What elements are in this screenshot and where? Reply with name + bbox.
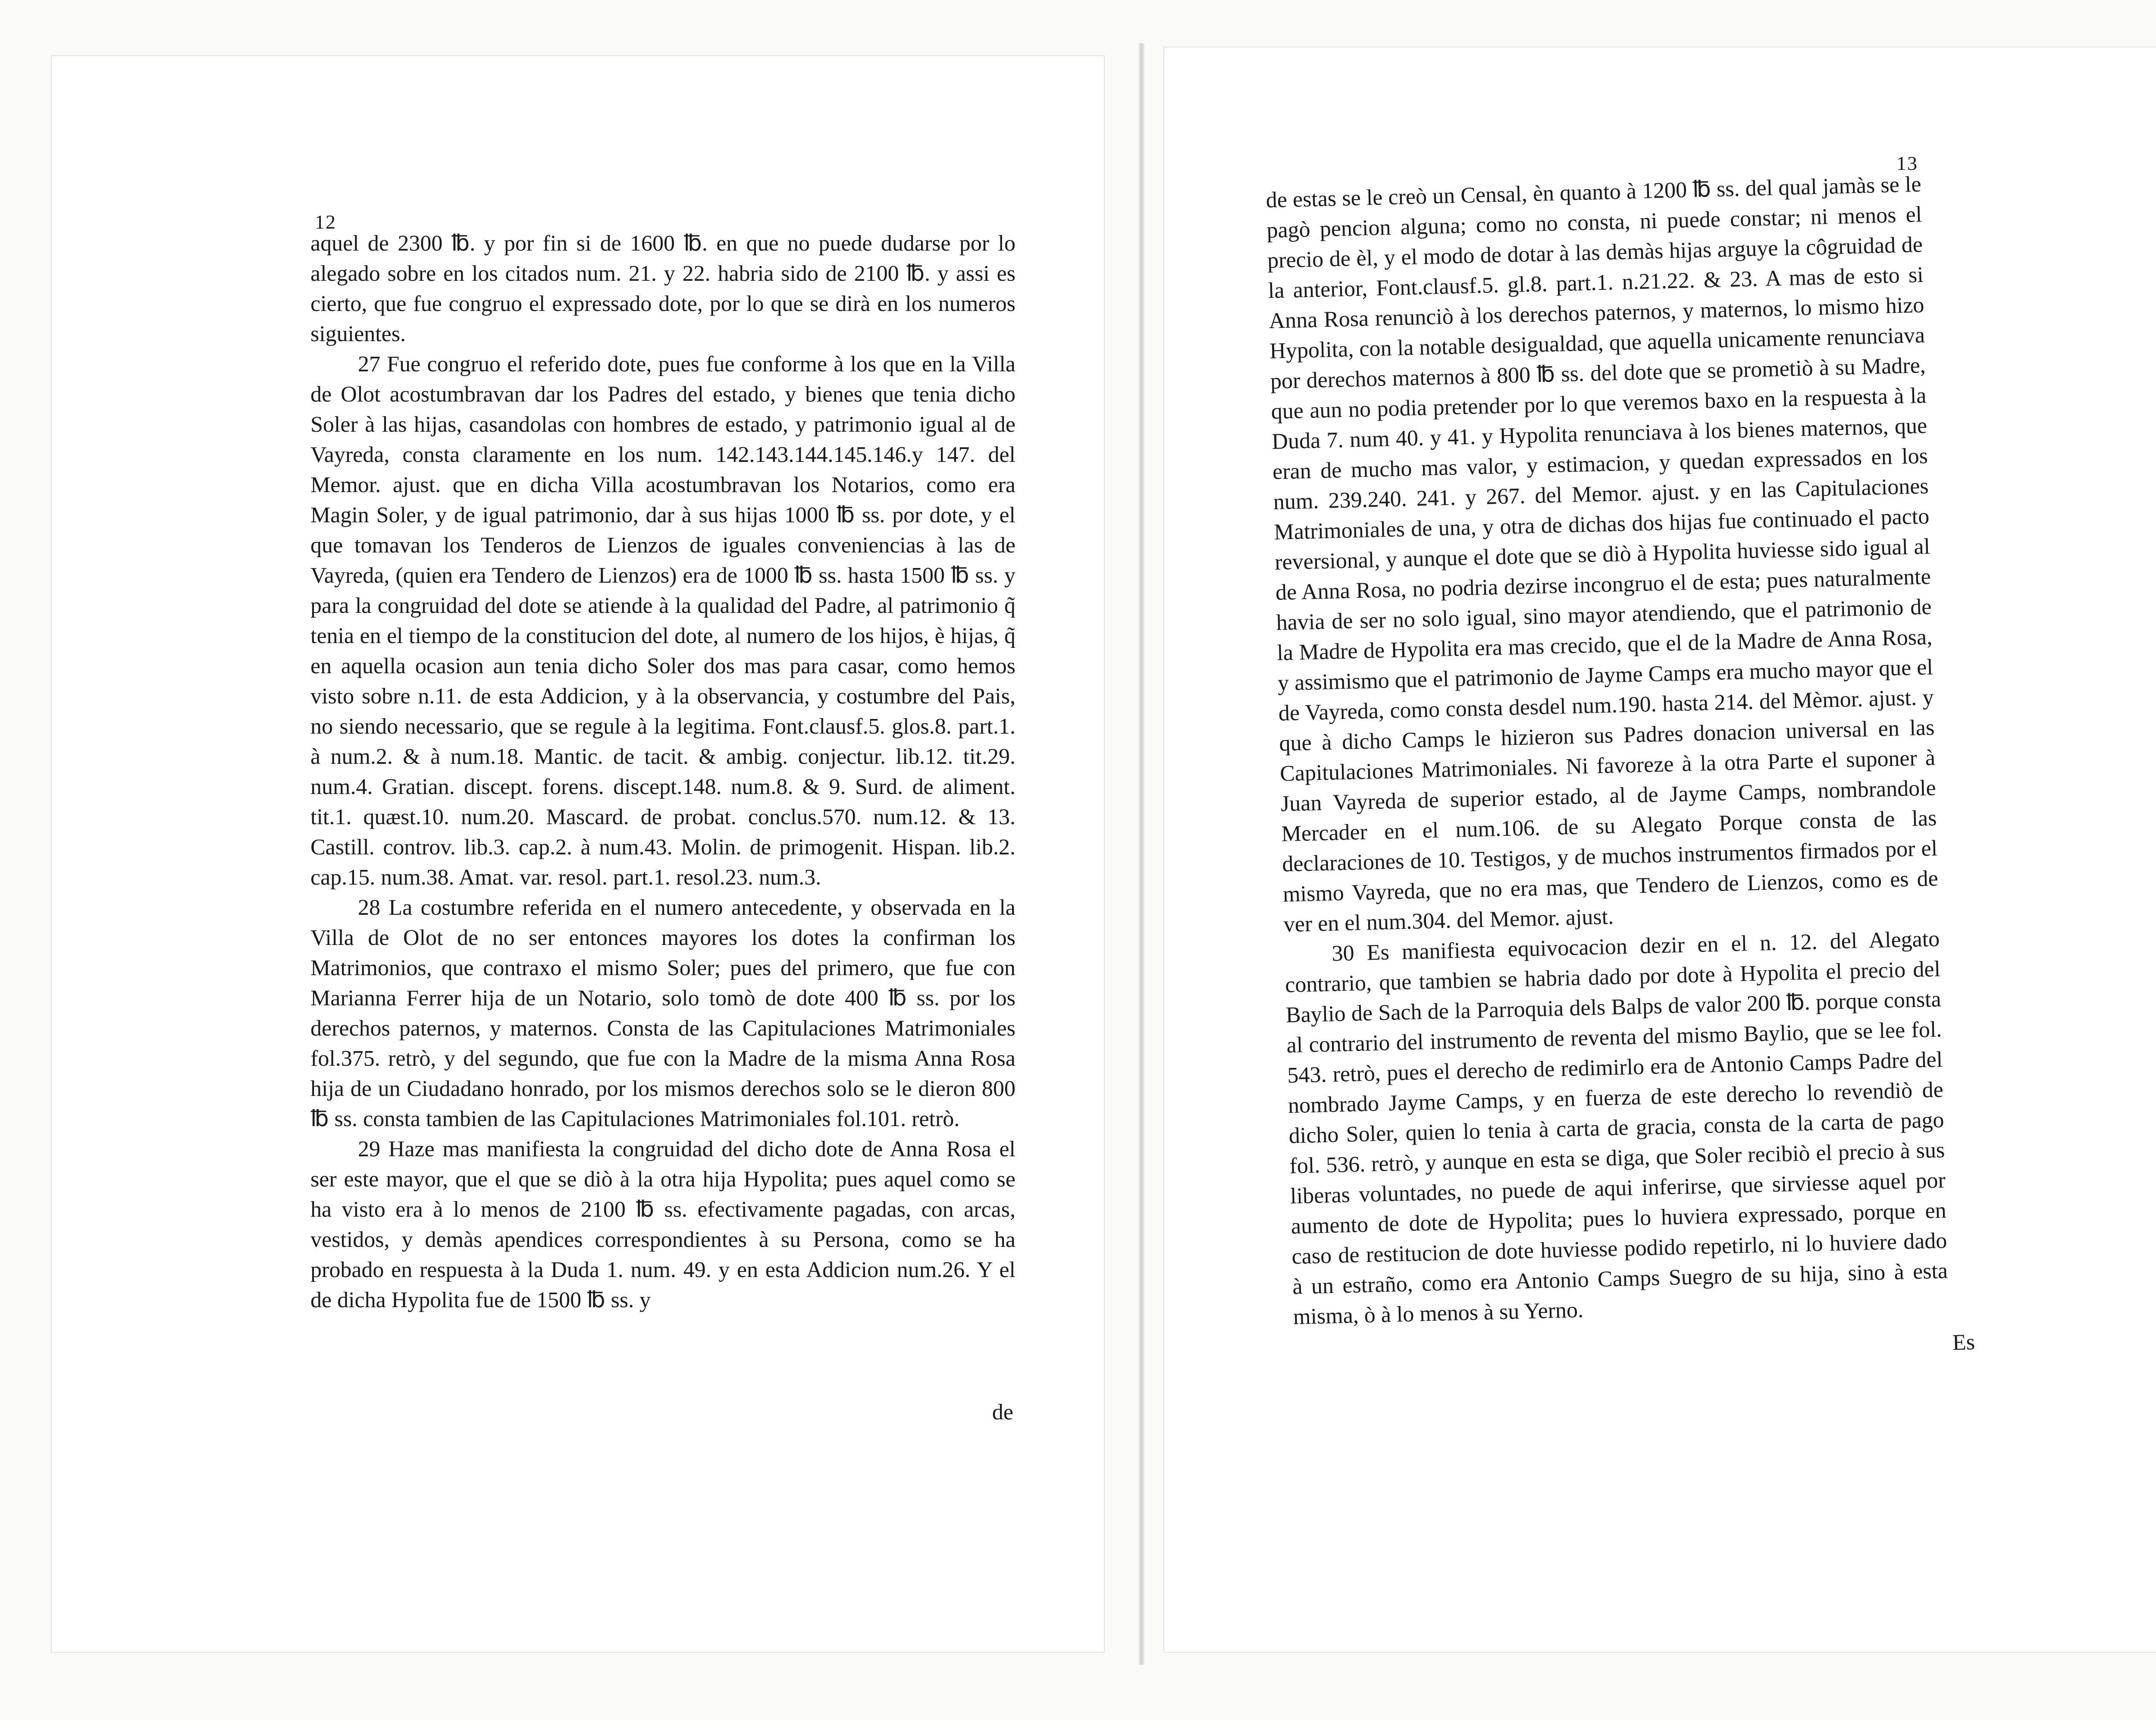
book-gutter — [1138, 43, 1144, 1665]
left-paragraph-27: 27 Fue congruo el referido dote, pues fue conforme à los que en la Villa de Olot acostumbravan dar los Padres del estado, y bienes que tenia dicho Soler à las hijas, casandolas con hombres de estado, y patrimonio igual al de Vayreda, consta claramente en los num. 142.143.144.145.146.y 147. del Memor. ajust. que en dicha Villa acostumbravan los Notarios, como era Magin Soler, y de igual patrimonio, dar à sus hijas 1000 ℔ ss. por dote, y el que tomavan los Tenderos de Lienzos de iguales conveniencias à las de Vayreda, (quien era Tendero de Lienzos) era de 1000 ℔ ss. hasta 1500 ℔ ss. y para la congruidad del dote se atiende à la qualidad del Padre, al patrimonio q̃ tenia en el tiempo de la constitucion del dote, al numero de los hijos, è hijas, q̃ en aquella ocasion aun tenia dicho Soler dos mas para casar, como hemos visto sobre n.11. de esta Addicion, y à la observancia, y costumbre del Pais, no siendo necessario, que se regule à la legitima. Font.clausf.5. glos.8. part.1. à num.2. & à num.18. Mantic. de tacit. & ambig. conjectur. lib.12. tit.29. num.4. Gratian. discept. forens. discept.148. num.8. & 9. Surd. de aliment. tit.1. quæst.10. num.20. Mascard. de probat. conclus.570. num.12. & 13. Castill. controv. lib.3. cap.2. à num.43. Molin. de primogenit. Hispan. lib.2. cap.15. num.38. Amat. var. resol. part.1. resol.23. num.3. — [310, 352, 1015, 890]
right-paragraph-30: 30 Es manifiesta equivocacion dezir en el n. 12. del Alegato contrario, que tambien se habria dado por dote à Hypolita el precio del Baylio de Sach de la Parroquia dels Balps de valor 200 ℔. porque consta al contrario del instrumento de reventa del mismo Baylio, que se lee fol. 543. retrò, pues el derecho de redimirlo era de Antonio Camps Padre del nombrado Jayme Camps, y en fuerza de este derecho lo revendiò de dicho Soler, quien lo tenia à carta de gracia, consta de la carta de pago fol. 536. retrò, y aunque en esta se diga, que Soler recibiò el precio à sus liberas voluntades, no puede de aqui inferirse, que sirviesse aquel por aumento de dote de Hypolita; pues lo huviera expressado, porque en caso de restitucion de dote huviesse podido repetirlo, ni lo huviere dado à un estraño, como era Antonio Camps Suegro de su hija, sino à esta misma, ò à lo menos à su Yerno. — [1285, 926, 1948, 1330]
right-page-text — [1266, 169, 1949, 1332]
left-paragraph-continuation: aquel de 2300 ℔. y por fin si de 1600 ℔. en que no puede dudarse por lo alegado sobre en los citados num. 21. y 22. habria sido de 2100 ℔. y assi es cierto, que fue congruo el expressado dote, por lo que se dirà en los numeros siguientes. — [310, 231, 1015, 346]
right-paragraph-continuation: de estas se le creò un Censal, èn quanto à 1200 ℔ ss. del qual jamàs se le pagò pencion alguna; como no consta, ni puede constar; ni menos el precio de èl, y el modo de dotar à las demàs hijas arguye la côgruidad de la anterior, Font.clausf.5. gl.8. part.1. n.21.22. & 23. A mas de esto si Anna Rosa renunciò à los derechos paternos, y maternos, lo mismo hizo Hypolita, con la notable desigualdad, que aquella unicamente renunciava por derechos maternos à 800 ℔ ss. del dote que se prometiò à su Madre, que aun no podia pretender por lo que veremos baxo en la respuesta à la Duda 7. num 40. y 41. y Hypolita renunciava à los bienes maternos, que eran de mucho mas valor, y estimacion, y quedan expressados en los num. 239.240. 241. y 267. del Memor. ajust. y en las Capitulaciones Matrimoniales de una, y otra de dichas dos hijas fue continuado el pacto reversional, y aunque el dote que se diò à Hypolita huviesse sido igual al de Anna Rosa, no podria dezirse incongruo el de esta; pues naturalmente havia de ser no solo igual, sino mayor atendiendo, que el patrimonio de la Madre de Hypolita era mas crecido, que el de la Madre de Anna Rosa, y assimismo que el patrimonio de Jayme Camps era mucho mayor que el de Vayreda, como consta desdel num.190. hasta 214. del Mèmor. ajust. y que à dicho Camps le hizieron sus Padres donacion universal en las Capitulaciones Matrimoniales. Ni favoreze à la otra Parte el suponer à Juan Vayreda de superior estado, al de Jayme Camps, nombrandole Mercader en el num.106. de su Alegato Porque consta de las declaraciones de 10. Testigos, y de muchos instrumentos firmados por el mismo Vayreda, que no era mas, que Tendero de Lienzos, como es de ver en el num.304. del Memor. ajust. — [1266, 172, 1939, 937]
left-paragraph-29: 29 Haze mas manifiesta la congruidad del dicho dote de Anna Rosa el ser este mayor, que el que se diò à la otra hija Hypolita; pues aquel como se ha visto era à lo menos de 2100 ℔ ss. efectivamente pagadas, con arcas, vestidos, y demàs apendices correspondientes à su Persona, como se ha probado en respuesta à la Duda 1. num. 49. y en esta Addicion num.26. Y el de dicha Hypolita fue de 1500 ℔ ss. y — [310, 1137, 1015, 1312]
page-number-right: 13 — [1896, 152, 1918, 174]
catchword-left: de — [992, 1400, 1013, 1425]
catchword-right: Es — [1952, 1330, 1975, 1355]
left-page-text — [310, 229, 1015, 1315]
page-number-left: 12 — [315, 211, 336, 233]
left-paragraph-28: 28 La costumbre referida en el numero antecedente, y observada en la Villa de Olot de no ser entonces mayores los dotes la confirman los Matrimonios, que contraxo el mismo Soler; pues del primero, que fue con Marianna Ferrer hija de un Notario, solo tomò de dote 400 ℔ ss. por los derechos paternos, y maternos. Consta de las Capitulaciones Matrimoniales fol.375. retrò, y del segundo, que fue con la Madre de la misma Anna Rosa hija de un Ciudadano honrado, por los mismos derechos solo se le dieron 800 ℔ ss. consta tambien de las Capitulaciones Matrimoniales fol.101. retrò. — [310, 895, 1015, 1131]
